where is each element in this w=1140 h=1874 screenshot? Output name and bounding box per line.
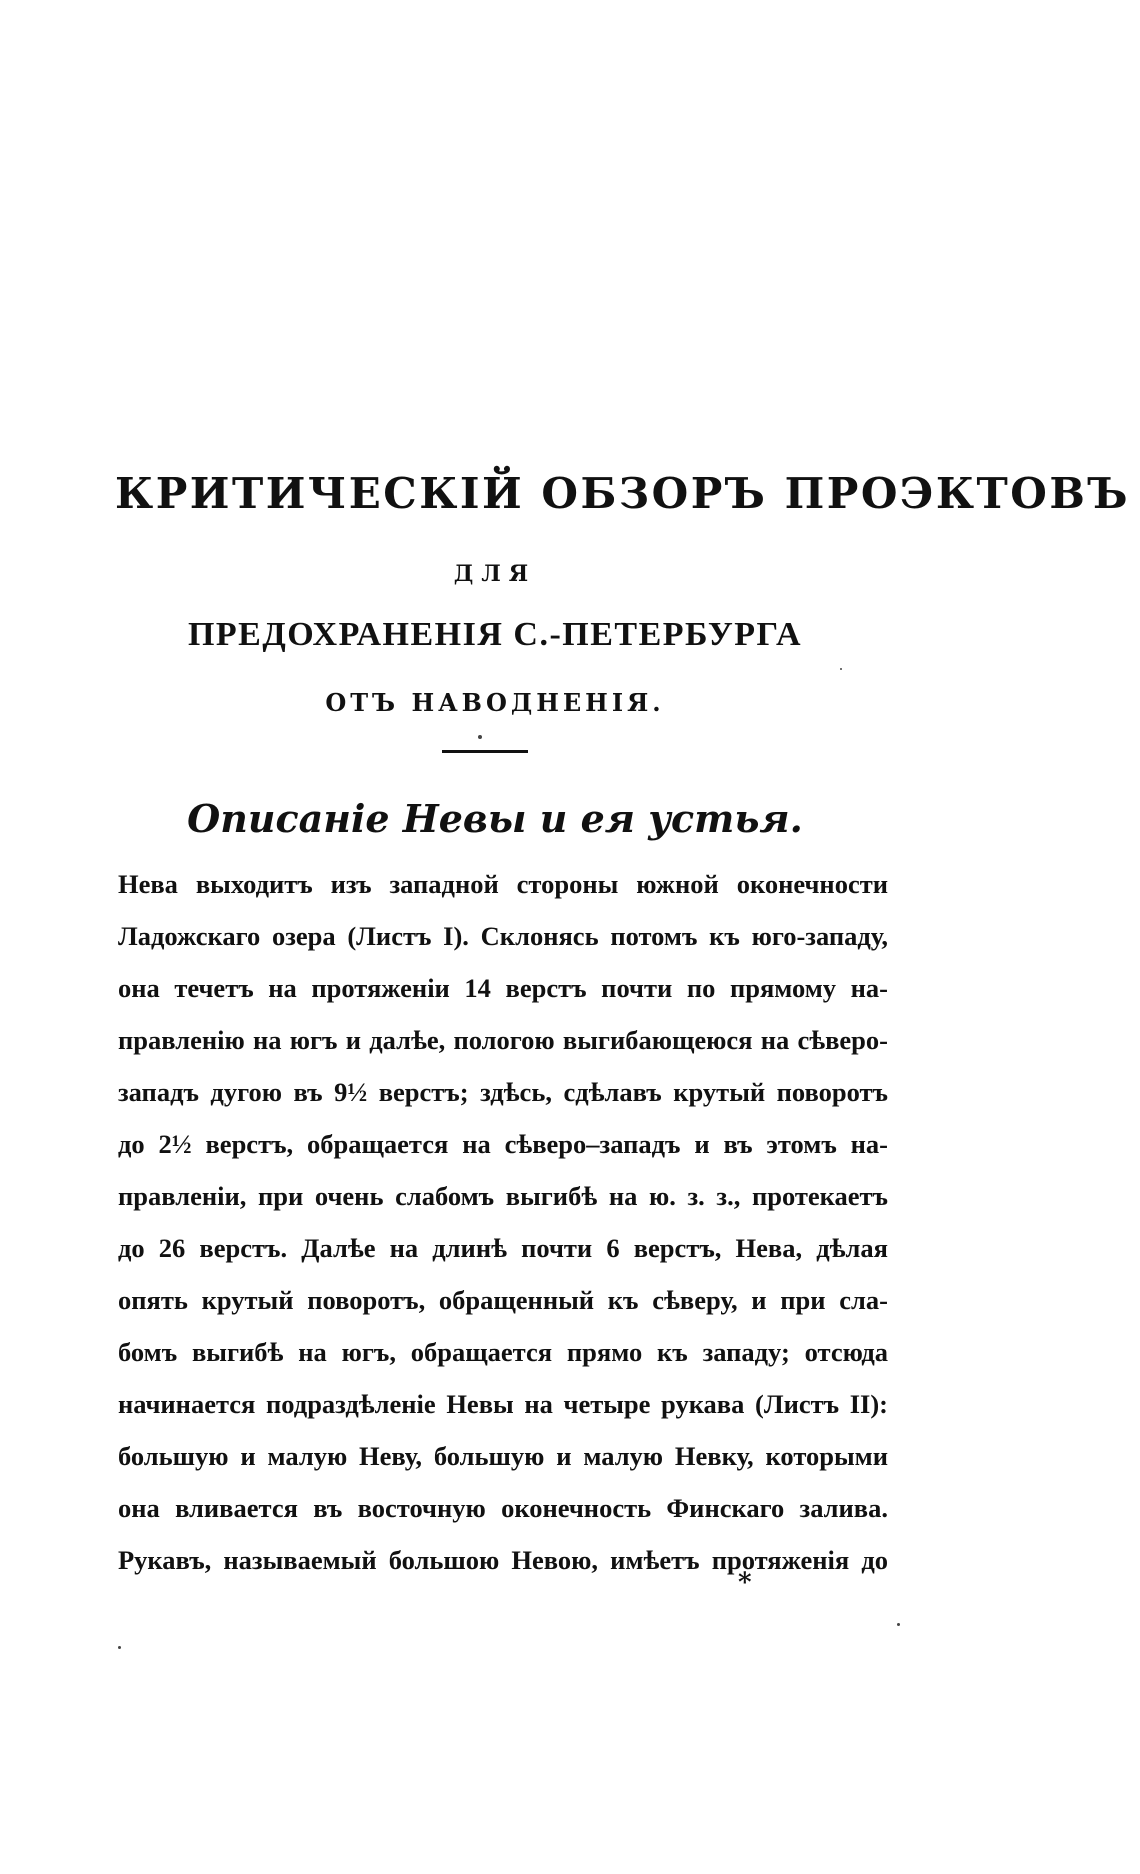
speck-dot — [897, 1623, 900, 1626]
section-heading: Описаніе Невы и ея устья. — [187, 796, 803, 841]
speck-dot — [478, 735, 482, 739]
main-title: КРИТИЧЕСКІЙ ОБЗОРЪ ПРОЭКТОВЪ — [115, 469, 1131, 518]
body-paragraph — [118, 858, 888, 1586]
text-line: опять крутый поворотъ, обращенный къ сѣверу, и при сла- — [118, 1285, 888, 1315]
text-line: она вливается въ восточную оконечность Финскаго залива. — [118, 1493, 888, 1523]
text-line: Ладожскаго озера (Листъ I). Склонясь потомъ къ юго-западу, — [118, 921, 888, 951]
text-line: начинается подраздѣленіе Невы на четыре рукава (Листъ II): — [118, 1389, 888, 1419]
text-line: правленіи, при очень слабомъ выгибѣ на ю. з. з., протекаетъ — [118, 1181, 888, 1211]
subtitle-from: ОТЪ НАВОДНЕНІЯ. — [325, 688, 665, 717]
title-rule — [442, 750, 528, 753]
text-line: Рукавъ, называемый большою Невою, имѣетъ протяженія до — [118, 1545, 888, 1575]
text-line: правленію на югъ и далѣе, пологою выгибающеюся на сѣверо- — [118, 1025, 888, 1055]
text-line: до 26 верстъ. Далѣе на длинѣ почти 6 верстъ, Нева, дѣлая — [118, 1233, 888, 1263]
speck-dot — [118, 1646, 121, 1649]
text-line: до 2½ верстъ, обращается на сѣверо–западъ и въ этомъ на- — [118, 1129, 888, 1159]
text-line: бомъ выгибѣ на югъ, обращается прямо къ западу; отсюда — [118, 1337, 888, 1367]
text-line: большую и малую Неву, большую и малую Невку, которыми — [118, 1441, 888, 1471]
subtitle-main: ПРЕДОХРАНЕНІЯ С.-ПЕТЕРБУРГА — [187, 616, 803, 653]
speck-dot — [840, 668, 842, 670]
text-line: Нева выходитъ изъ западной стороны южной оконечности — [118, 869, 888, 899]
signature-mark: * — [738, 1568, 752, 1598]
text-line: западъ дугою въ 9½ верстъ; здѣсь, сдѣлавъ крутый поворотъ — [118, 1077, 888, 1107]
subtitle-for: ДЛЯ — [453, 561, 537, 587]
text-line: она течетъ на протяженіи 14 верстъ почти по прямому на- — [118, 973, 888, 1003]
